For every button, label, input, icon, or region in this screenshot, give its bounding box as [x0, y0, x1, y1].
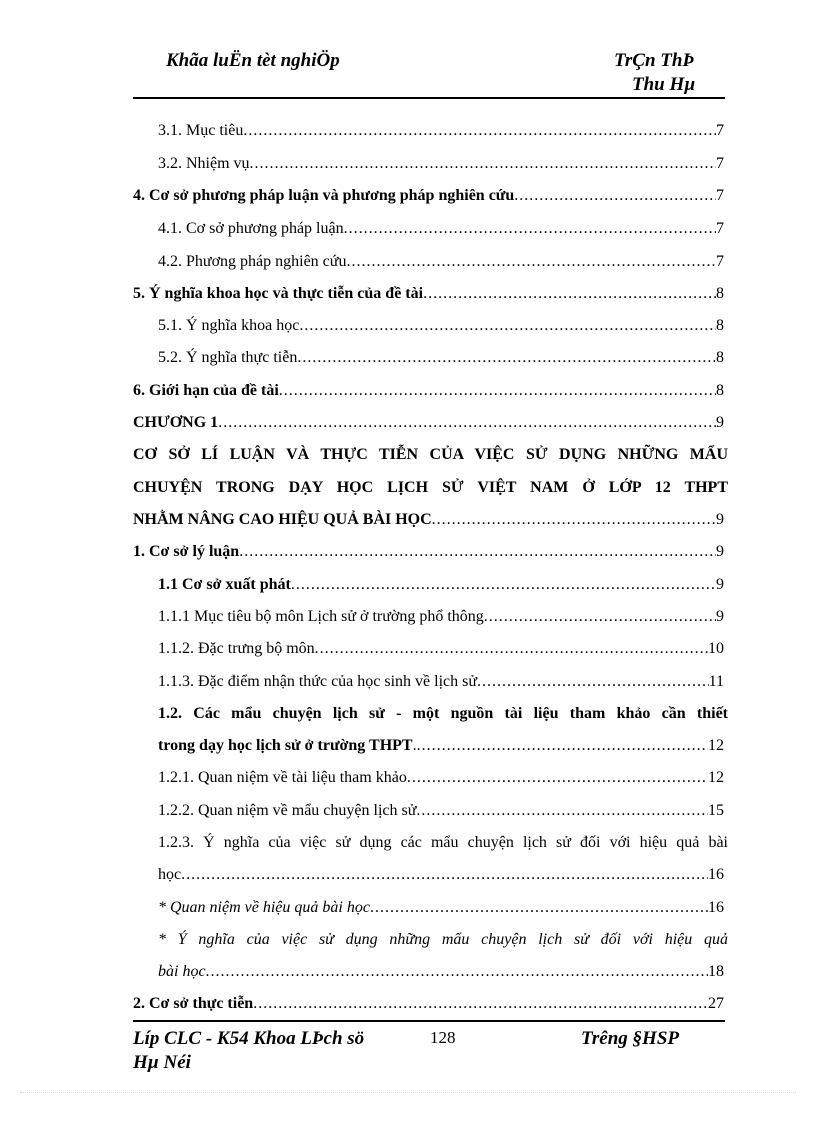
- toc-entry-page: 15: [708, 802, 724, 819]
- toc-entry: [158, 120, 724, 142]
- toc-entry-title: CHƯƠNG 1: [133, 414, 219, 431]
- toc-entry-page: 9: [716, 576, 724, 593]
- toc-leader: [407, 767, 708, 789]
- toc-entry-page: 7: [716, 253, 724, 270]
- toc-entry: [158, 671, 724, 693]
- page-number: 128: [430, 1028, 456, 1047]
- toc-leader: [370, 897, 708, 919]
- toc-leader: [416, 800, 708, 822]
- toc-entry: [158, 735, 724, 757]
- toc-entry-page: 18: [708, 963, 724, 980]
- header-author-line1: TrÇn ThÞ: [614, 50, 695, 71]
- toc-leader: [250, 153, 716, 175]
- toc-entry-title: 1.1.3. Đặc điểm nhận thức của học sinh về lịch sử: [158, 673, 478, 690]
- toc-entry: [133, 509, 724, 531]
- toc-leader: [206, 961, 708, 983]
- toc-entry: [133, 185, 724, 207]
- toc-leader: [297, 347, 716, 369]
- chapter-title-line: CHUYỆN TRONG DẠY HỌC LỊCH SỬ VIỆT NAM Ở LỚP 12 THPT: [133, 479, 728, 496]
- toc-entry-page: 10: [708, 640, 724, 657]
- toc-entry-title: 1.1.1 Mục tiêu bộ môn Lịch sử ở trường phổ thông: [158, 608, 484, 625]
- toc-entry-page: 7: [716, 122, 724, 139]
- header-left-title: Khãa luËn tèt nghiÖp: [166, 50, 340, 71]
- toc-entry: [133, 541, 724, 563]
- toc-entry-title: 4. Cơ sở phương pháp luận và phương pháp nghiên cứu: [133, 187, 515, 204]
- toc-leader: [299, 315, 716, 337]
- toc-entry-title: * Quan niệm về hiệu quả bài học: [158, 899, 370, 916]
- toc-entry-page: 8: [716, 317, 724, 334]
- toc-entry-page: 7: [716, 187, 724, 204]
- toc-entry-title: trong dạy học lịch sử ở trường THPT: [158, 737, 413, 754]
- toc-leader: [514, 185, 716, 207]
- footer-class-line1: Líp CLC - K54 Khoa LÞch sö: [133, 1028, 365, 1049]
- toc-entry-wrapped-line: 1.2. Các mẩu chuyện lịch sử - một nguồn tài liệu tham khảo cần thiết: [158, 705, 728, 722]
- toc-entry-title: 1. Cơ sở lý luận: [133, 543, 240, 560]
- toc-entry: [158, 864, 724, 886]
- toc-entry-title: 5.1. Ý nghĩa khoa học: [158, 317, 300, 334]
- footer-class-line2: Hµ Néi: [133, 1052, 191, 1073]
- toc-entry-page: 8: [716, 285, 724, 302]
- toc-entry-page: 9: [716, 543, 724, 560]
- toc-entry: [158, 315, 724, 337]
- toc-entry: [133, 380, 724, 402]
- toc-leader: [181, 864, 708, 886]
- toc-entry-title: 6. Giới hạn của đề tài: [133, 382, 279, 399]
- toc-leader: [417, 735, 708, 757]
- toc-entry: [158, 347, 724, 369]
- header-rule: [133, 97, 725, 99]
- toc-entry-page: 11: [708, 673, 724, 690]
- toc-leader: [484, 606, 716, 628]
- toc-entry-page: 12: [708, 737, 724, 754]
- toc-leader: [344, 218, 716, 240]
- toc-entry: [158, 800, 724, 822]
- toc-leader: [315, 638, 708, 660]
- header-author-line2: Thu Hµ: [632, 74, 696, 95]
- toc-leader: [477, 671, 709, 693]
- toc-entry: [158, 574, 724, 596]
- toc-entry: [158, 897, 724, 919]
- toc-entry-page: 12: [708, 769, 724, 786]
- toc-leader: [291, 574, 716, 596]
- toc-entry: [158, 251, 724, 273]
- toc-entry: [158, 153, 724, 175]
- toc-entry: [158, 606, 724, 628]
- toc-entry-title: 4.1. Cơ sở phương pháp luận: [158, 220, 344, 237]
- toc-entry-title: 2. Cơ sở thực tiễn: [133, 995, 254, 1012]
- toc-leader: [279, 380, 716, 402]
- toc-entry-title: 5. Ý nghĩa khoa học và thực tiễn của đề tài: [133, 285, 424, 302]
- chapter-title-line: CƠ SỞ LÍ LUẬN VÀ THỰC TIỄN CỦA VIỆC SỬ DỤNG NHỮNG MẨU: [133, 446, 728, 463]
- toc-entry-title: học: [158, 866, 182, 883]
- toc-entry-title: 1.1 Cơ sở xuất phát: [158, 576, 291, 593]
- toc-leader: [346, 251, 716, 273]
- toc-entry: [133, 283, 724, 305]
- toc-entry-page: 7: [716, 220, 724, 237]
- toc-entry-title: NHẰM NÂNG CAO HIỆU QUẢ BÀI HỌC: [133, 511, 432, 528]
- toc-entry: [133, 412, 724, 434]
- footer-rule: [133, 1020, 725, 1022]
- footer-school: Trêng §HSP: [581, 1028, 679, 1049]
- toc-entry-title: 3.2. Nhiệm vụ: [158, 155, 250, 172]
- toc-leader: [218, 412, 716, 434]
- toc-leader: [243, 120, 716, 142]
- toc-leader: [432, 509, 716, 531]
- page-bottom-divider: [20, 1092, 796, 1093]
- toc-leader: [253, 993, 708, 1015]
- toc-entry-page: 8: [716, 349, 724, 366]
- toc-entry-page: 9: [716, 608, 724, 625]
- toc-entry-title: 1.2.2. Quan niệm về mẩu chuyện lịch sử: [158, 802, 417, 819]
- toc-entry-suffix: .: [412, 737, 417, 754]
- toc-entry-page: 8: [716, 382, 724, 399]
- toc-entry: [158, 638, 724, 660]
- toc-entry-wrapped-line: 1.2.3. Ý nghĩa của việc sử dụng các mẩu chuyện lịch sử đối với hiệu quả bài: [158, 834, 728, 851]
- toc-entry: [158, 767, 724, 789]
- toc-leader: [423, 283, 716, 305]
- toc-entry-wrapped-line: * Ý nghĩa của việc sử dụng những mẩu chuyện lịch sử đối với hiệu quả: [158, 931, 728, 948]
- toc-entry: [133, 993, 724, 1015]
- toc-entry-title: 1.1.2. Đặc trưng bộ môn: [158, 640, 315, 657]
- toc-entry-title: 1.2.1. Quan niệm về tài liệu tham khảo: [158, 769, 407, 786]
- toc-entry-page: 9: [716, 414, 724, 431]
- toc-entry-page: 7: [716, 155, 724, 172]
- toc-entry-page: 16: [708, 866, 724, 883]
- toc-leader: [239, 541, 716, 563]
- toc-entry-page: 9: [716, 511, 724, 528]
- toc-entry: [158, 218, 724, 240]
- toc-entry-page: 16: [708, 899, 724, 916]
- toc-entry-title: 5.2. Ý nghĩa thực tiễn: [158, 349, 298, 366]
- toc-entry-title: 3.1. Mục tiêu: [158, 122, 244, 139]
- toc-entry-title: 4.2. Phương pháp nghiên cứu: [158, 253, 347, 270]
- toc-entry-page: 27: [708, 995, 724, 1012]
- toc-entry-title: bài học: [158, 963, 206, 980]
- toc-entry: [158, 961, 724, 983]
